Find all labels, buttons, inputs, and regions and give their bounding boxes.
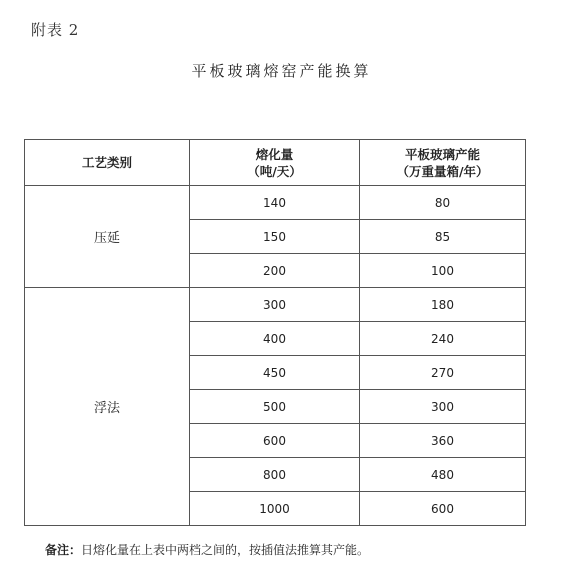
melt-value: 140 bbox=[190, 186, 360, 220]
group-label-float: 浮法 bbox=[25, 288, 190, 526]
footnote bbox=[45, 541, 369, 558]
melt-value: 400 bbox=[190, 322, 360, 356]
group-label-rolled: 压延 bbox=[25, 186, 190, 288]
melt-value: 150 bbox=[190, 220, 360, 254]
header-melting-capacity-unit: （吨/天） bbox=[247, 163, 302, 179]
capacity-value: 300 bbox=[360, 390, 526, 424]
header-process-category: 工艺类别 bbox=[25, 140, 190, 186]
header-melting-capacity-title: 熔化量 bbox=[255, 146, 294, 162]
capacity-value: 270 bbox=[360, 356, 526, 390]
header-glass-capacity bbox=[360, 140, 526, 186]
table-row bbox=[25, 186, 526, 220]
capacity-value: 240 bbox=[360, 322, 526, 356]
capacity-value: 85 bbox=[360, 220, 526, 254]
table-body bbox=[25, 186, 526, 526]
table-row bbox=[25, 288, 526, 322]
capacity-value: 180 bbox=[360, 288, 526, 322]
capacity-value: 600 bbox=[360, 492, 526, 526]
melt-value: 200 bbox=[190, 254, 360, 288]
capacity-conversion-table bbox=[24, 139, 526, 526]
footnote-text: 日熔化量在上表中两档之间的，按插值法推算其产能。 bbox=[81, 543, 370, 557]
melt-value: 1000 bbox=[190, 492, 360, 526]
capacity-value: 80 bbox=[360, 186, 526, 220]
document-title: 平板玻璃熔窑产能换算 bbox=[191, 62, 372, 80]
capacity-value: 100 bbox=[360, 254, 526, 288]
capacity-table-container bbox=[24, 139, 525, 526]
melt-value: 450 bbox=[190, 356, 360, 390]
melt-value: 800 bbox=[190, 458, 360, 492]
melt-value: 600 bbox=[190, 424, 360, 458]
melt-value: 500 bbox=[190, 390, 360, 424]
header-melting-capacity bbox=[190, 140, 360, 186]
melt-value: 300 bbox=[190, 288, 360, 322]
header-glass-capacity-unit: （万重量箱/年） bbox=[396, 163, 489, 179]
header-glass-capacity-title: 平板玻璃产能 bbox=[404, 146, 480, 162]
capacity-value: 360 bbox=[360, 424, 526, 458]
table-header-row bbox=[25, 140, 526, 186]
capacity-value: 480 bbox=[360, 458, 526, 492]
footnote-label: 备注： bbox=[45, 543, 82, 557]
appendix-label: 附表 2 bbox=[31, 21, 80, 39]
